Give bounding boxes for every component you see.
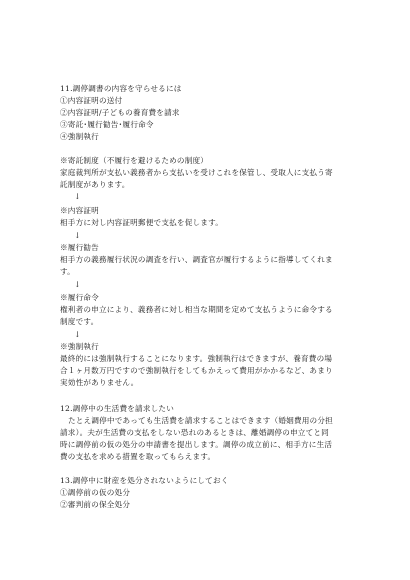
kankoku-body-line-2: す。	[60, 267, 75, 276]
meirei-body-line-2: 制度です。	[60, 317, 99, 326]
section-13-item-2: ②審判前の保全処分	[60, 500, 131, 509]
section-12-body-line-2: 請求）。夫が生活費の支払をしない恐れのあるときは、離婚調停の申立てと同	[60, 428, 329, 437]
section-12-body-line-1: たとえ調停中であっても生活費を請求することはできます（婚姻費用の分担	[68, 416, 333, 425]
down-arrow-icon: ↓	[74, 192, 81, 201]
shikkou-body-line-3: 実効性がありません。	[60, 378, 139, 387]
down-arrow-icon: ↓	[74, 330, 81, 339]
down-arrow-icon: ↓	[74, 280, 81, 289]
meirei-body-line-1: 権利者の申立により、義務者に対し相当な期間を定めて支払うように命令する	[60, 305, 333, 314]
shikkou-body-line-2: 合１ヶ月数万円ですので強制執行をしてもかえって費用がかかるなど、あまり	[60, 366, 333, 375]
section-13-title: 13.調停中に財産を処分されないようにしておく	[60, 476, 229, 485]
section-11-title: 11.調停調書の内容を守らせるには	[60, 84, 182, 93]
section-11-item-1: ①内容証明の送付	[60, 96, 123, 105]
section-11-item-2: ②内容証明/子どもの養育費を請求	[60, 108, 180, 117]
kankoku-heading: ※履行勧告	[60, 243, 99, 252]
down-arrow-icon: ↓	[74, 231, 81, 240]
section-12-body-line-4: 費の支払を求める措置を取ってもらえます。	[60, 452, 216, 461]
naiyou-heading: ※内容証明	[60, 206, 99, 215]
deposit-heading: ※寄託制度（不履行を避けるための制度）	[60, 156, 209, 165]
naiyou-body-line-1: 相手方に対し内容証明郵便で支払を促します。	[60, 218, 224, 227]
meirei-heading: ※履行命令	[60, 293, 99, 302]
section-13-item-1: ①調停前の仮の処分	[60, 488, 131, 497]
kankoku-body-line-1: 相手方の義務履行状況の調査を行い、調査官が履行するように指導してくれま	[60, 255, 333, 264]
deposit-body-line-2: 託制度があります。	[60, 180, 130, 189]
deposit-body-line-1: 家庭裁判所が支払い義務者から支払いを受けこれを保管し、受取人に支払う寄	[60, 168, 333, 177]
shikkou-body-line-1: 最終的には強制執行することになります。強制執行はできますが、養育費の場	[60, 354, 333, 363]
shikkou-heading: ※強制執行	[60, 342, 99, 351]
section-11-item-3: ③寄託･履行勧告･履行命令	[60, 120, 154, 129]
section-12-body-line-3: 時に調停前の仮の処分の申請書を提出します。調停の成立前に、相手方に生活	[60, 440, 333, 449]
section-12-title: 12.調停中の生活費を請求したい	[60, 404, 174, 413]
section-11-item-4: ④強制執行	[60, 132, 99, 141]
